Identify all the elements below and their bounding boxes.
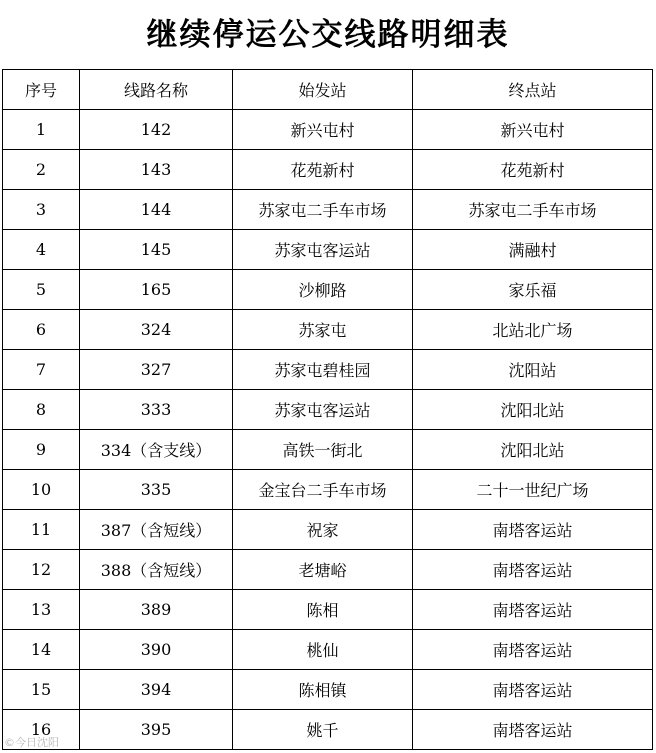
cell-end-station: 沈阳站	[413, 350, 653, 390]
cell-end-station: 新兴屯村	[413, 110, 653, 150]
cell-line-name: 334（含支线）	[80, 430, 233, 470]
cell-end-station: 南塔客运站	[413, 710, 653, 750]
cell-start-station: 新兴屯村	[233, 110, 413, 150]
table-row	[3, 190, 653, 230]
table-row	[3, 630, 653, 670]
cell-end-station: 二十一世纪广场	[413, 470, 653, 510]
cell-index: 8	[3, 390, 80, 430]
table-row	[3, 670, 653, 710]
table-row	[3, 430, 653, 470]
cell-start-station: 陈相	[233, 590, 413, 630]
cell-index: 16	[3, 710, 80, 750]
cell-index: 5	[3, 270, 80, 310]
cell-start-station: 沙柳路	[233, 270, 413, 310]
cell-end-station: 南塔客运站	[413, 670, 653, 710]
cell-line-name: 387（含短线）	[80, 510, 233, 550]
cell-line-name: 395	[80, 710, 233, 750]
cell-start-station: 苏家屯客运站	[233, 230, 413, 270]
cell-index: 6	[3, 310, 80, 350]
header-start-station: 始发站	[233, 70, 413, 110]
table-row	[3, 310, 653, 350]
cell-end-station: 南塔客运站	[413, 510, 653, 550]
cell-line-name: 143	[80, 150, 233, 190]
table-row	[3, 110, 653, 150]
cell-index: 9	[3, 430, 80, 470]
table-row	[3, 550, 653, 590]
cell-start-station: 金宝台二手车市场	[233, 470, 413, 510]
cell-end-station: 南塔客运站	[413, 630, 653, 670]
cell-end-station: 花苑新村	[413, 150, 653, 190]
cell-index: 13	[3, 590, 80, 630]
page-title: 继续停运公交线路明细表	[146, 17, 510, 53]
cell-end-station: 北站北广场	[413, 310, 653, 350]
cell-line-name: 144	[80, 190, 233, 230]
cell-index: 3	[3, 190, 80, 230]
table-row	[3, 510, 653, 550]
cell-line-name: 394	[80, 670, 233, 710]
route-table	[2, 69, 653, 750]
cell-index: 10	[3, 470, 80, 510]
cell-index: 15	[3, 670, 80, 710]
cell-index: 4	[3, 230, 80, 270]
cell-start-station: 苏家屯客运站	[233, 390, 413, 430]
cell-index: 7	[3, 350, 80, 390]
cell-start-station: 苏家屯碧桂园	[233, 350, 413, 390]
cell-line-name: 142	[80, 110, 233, 150]
cell-end-station: 家乐福	[413, 270, 653, 310]
cell-line-name: 389	[80, 590, 233, 630]
cell-line-name: 165	[80, 270, 233, 310]
table-row	[3, 390, 653, 430]
cell-index: 14	[3, 630, 80, 670]
cell-start-station: 高铁一街北	[233, 430, 413, 470]
cell-end-station: 南塔客运站	[413, 550, 653, 590]
cell-end-station: 南塔客运站	[413, 590, 653, 630]
cell-line-name: 324	[80, 310, 233, 350]
cell-line-name: 335	[80, 470, 233, 510]
cell-line-name: 333	[80, 390, 233, 430]
cell-line-name: 327	[80, 350, 233, 390]
route-table-body	[3, 110, 653, 750]
table-header-row	[3, 70, 653, 110]
table-row	[3, 590, 653, 630]
cell-index: 12	[3, 550, 80, 590]
table-row	[3, 470, 653, 510]
cell-start-station: 苏家屯	[233, 310, 413, 350]
cell-index: 2	[3, 150, 80, 190]
table-row	[3, 710, 653, 750]
cell-index: 11	[3, 510, 80, 550]
cell-start-station: 花苑新村	[233, 150, 413, 190]
table-row	[3, 270, 653, 310]
cell-end-station: 苏家屯二手车市场	[413, 190, 653, 230]
table-row	[3, 150, 653, 190]
table-row	[3, 350, 653, 390]
header-line-name: 线路名称	[80, 70, 233, 110]
cell-end-station: 沈阳北站	[413, 430, 653, 470]
cell-line-name: 390	[80, 630, 233, 670]
cell-start-station: 姚千	[233, 710, 413, 750]
header-index: 序号	[3, 70, 80, 110]
cell-start-station: 陈相镇	[233, 670, 413, 710]
cell-start-station: 苏家屯二手车市场	[233, 190, 413, 230]
cell-start-station: 老塘峪	[233, 550, 413, 590]
table-row	[3, 230, 653, 270]
watermark: ©今日沈阳	[4, 736, 59, 749]
cell-start-station: 祝家	[233, 510, 413, 550]
cell-line-name: 145	[80, 230, 233, 270]
cell-start-station: 桃仙	[233, 630, 413, 670]
header-end-station: 终点站	[413, 70, 653, 110]
cell-line-name: 388（含短线）	[80, 550, 233, 590]
cell-end-station: 沈阳北站	[413, 390, 653, 430]
cell-end-station: 满融村	[413, 230, 653, 270]
cell-index: 1	[3, 110, 80, 150]
